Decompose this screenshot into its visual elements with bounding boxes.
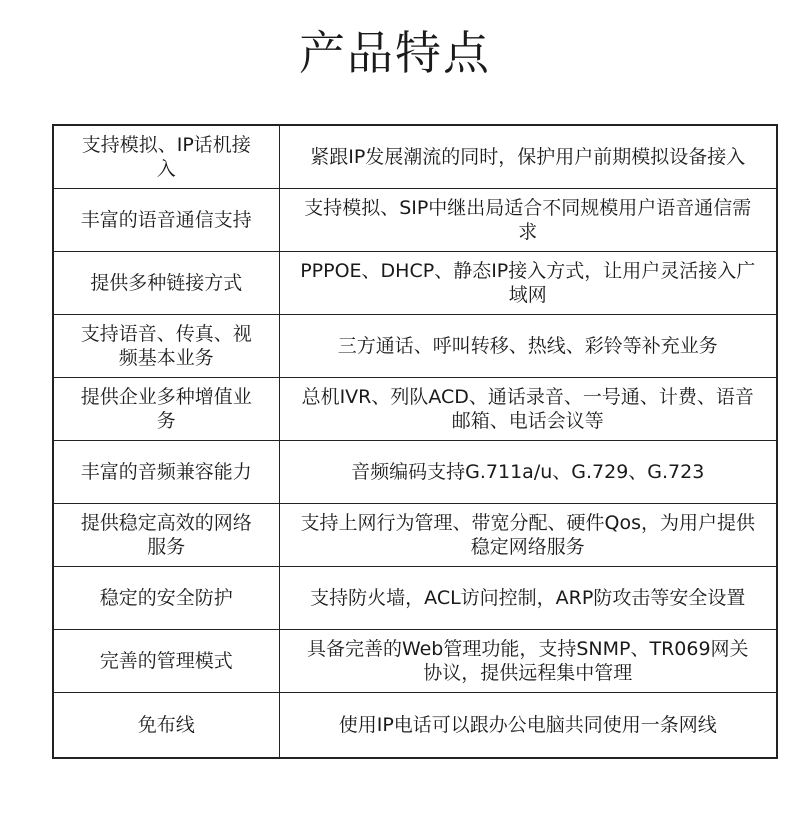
feature-name-cell: 免布线 [53,692,279,758]
feature-name-cell: 提供企业多种增值业务 [53,377,279,440]
feature-name-cell: 支持模拟、IP话机接入 [53,125,279,188]
table-row [53,377,777,440]
feature-description-cell: 三方通话、呼叫转移、热线、彩铃等补充业务 [279,314,777,377]
feature-description-cell: 使用IP电话可以跟办公电脑共同使用一条网线 [279,692,777,758]
table-row [53,440,777,503]
table-row [53,251,777,314]
table-row [53,692,777,758]
feature-description-cell: 总机IVR、列队ACD、通话录音、一号通、计费、语音邮箱、电话会议等 [279,377,777,440]
feature-description-cell: PPPOE、DHCP、静态IP接入方式，让用户灵活接入广域网 [279,251,777,314]
table-row [53,629,777,692]
features-table [52,124,778,759]
feature-description-cell: 紧跟IP发展潮流的同时，保护用户前期模拟设备接入 [279,125,777,188]
feature-description-cell: 音频编码支持G.711a/u、G.729、G.723 [279,440,777,503]
table-row [53,566,777,629]
feature-description-cell: 支持防火墙，ACL访问控制，ARP防攻击等安全设置 [279,566,777,629]
feature-name-cell: 稳定的安全防护 [53,566,279,629]
feature-name-cell: 提供稳定高效的网络服务 [53,503,279,566]
table-row [53,503,777,566]
feature-name-cell: 完善的管理模式 [53,629,279,692]
feature-description-cell: 支持模拟、SIP中继出局适合不同规模用户语音通信需求 [279,188,777,251]
table-row [53,188,777,251]
feature-description-cell: 支持上网行为管理、带宽分配、硬件Qos，为用户提供稳定网络服务 [279,503,777,566]
feature-description-cell: 具备完善的Web管理功能，支持SNMP、TR069网关协议，提供远程集中管理 [279,629,777,692]
feature-name-cell: 丰富的语音通信支持 [53,188,279,251]
feature-name-cell: 支持语音、传真、视频基本业务 [53,314,279,377]
table-row [53,314,777,377]
table-row [53,125,777,188]
feature-name-cell: 丰富的音频兼容能力 [53,440,279,503]
feature-name-cell: 提供多种链接方式 [53,251,279,314]
page-title: 产品特点 [299,26,491,80]
